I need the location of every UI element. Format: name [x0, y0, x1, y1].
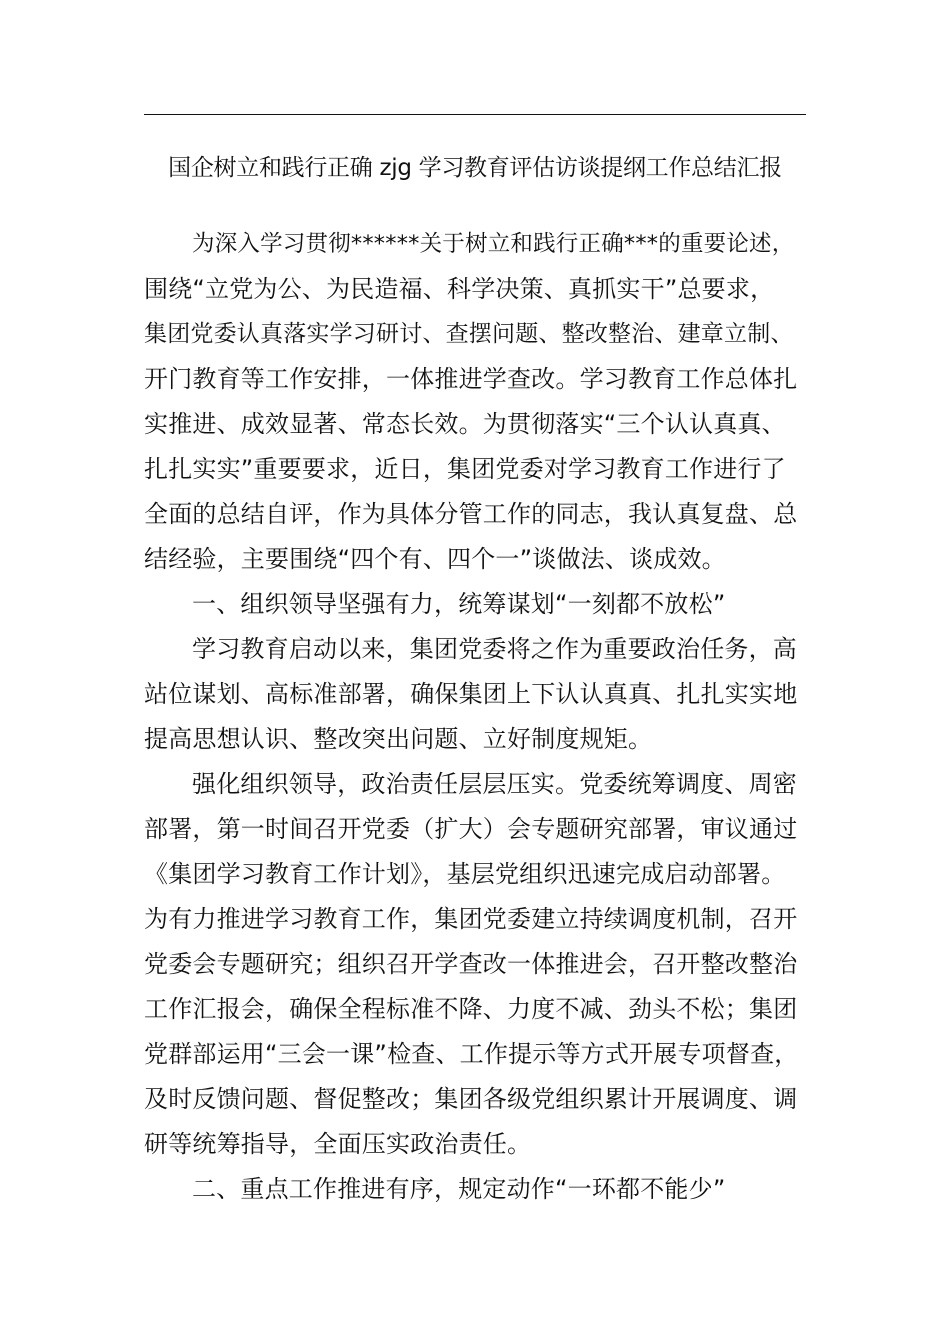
- section-heading-1: 一、组织领导坚强有力，统筹谋划“一刻都不放松”: [192, 590, 726, 618]
- paragraph-line: 及时反馈问题、督促整改；集团各级党组织累计开展调度、调: [144, 1085, 798, 1113]
- paragraph-line: 党委会专题研究；组织召开学查改一体推进会，召开整改整治: [144, 950, 798, 978]
- paragraph-line: 结经验，主要围绕“四个有、四个一”谈做法、谈成效。: [144, 545, 726, 573]
- paragraph-line: 为有力推进学习教育工作，集团党委建立持续调度机制，召开: [144, 905, 798, 933]
- paragraph-line: 工作汇报会，确保全程标准不降、力度不减、劲头不松；集团: [144, 995, 798, 1023]
- document-title: 国企树立和践行正确 zjg 学习教育评估访谈提纲工作总结汇报: [168, 155, 782, 181]
- paragraph-line: 站位谋划、高标准部署，确保集团上下认认真真、扎扎实实地: [144, 680, 798, 708]
- paragraph-line: 学习教育启动以来，集团党委将之作为重要政治任务，高: [192, 635, 797, 663]
- paragraph-line: 围绕“立党为公、为民造福、科学决策、真抓实干”总要求，: [144, 275, 775, 303]
- paragraph-line: 提高思想认识、整改突出问题、立好制度规矩。: [144, 725, 653, 753]
- header-rule: [144, 114, 806, 115]
- paragraph-line: 党群部运用“三会一课”检查、工作提示等方式开展专项督查，: [144, 1040, 799, 1068]
- section-heading-2: 二、重点工作推进有序，规定动作“一环都不能少”: [192, 1175, 726, 1203]
- paragraph-line: 开门教育等工作安排，一体推进学查改。学习教育工作总体扎: [144, 365, 798, 393]
- paragraph-line: 实推进、成效显著、常态长效。为贯彻落实“三个认认真真、: [144, 410, 786, 438]
- paragraph-line: 部署，第一时间召开党委（扩大）会专题研究部署，审议通过: [144, 815, 798, 843]
- paragraph-line: 为深入学习贯彻******关于树立和践行正确***的重要论述，: [192, 231, 795, 257]
- paragraph-line: 全面的总结自评，作为具体分管工作的同志，我认真复盘、总: [144, 500, 798, 528]
- paragraph-line: 《集团学习教育工作计划》，基层党组织迅速完成启动部署。: [144, 860, 786, 888]
- paragraph-line: 研等统筹指导，全面压实政治责任。: [144, 1130, 532, 1158]
- paragraph-line: 扎扎实实”重要要求，近日，集团党委对学习教育工作进行了: [144, 455, 786, 483]
- paragraph-line: 强化组织领导，政治责任层层压实。党委统筹调度、周密: [192, 770, 797, 798]
- paragraph-line: 集团党委认真落实学习研讨、查摆问题、整改整治、建章立制、: [144, 321, 794, 347]
